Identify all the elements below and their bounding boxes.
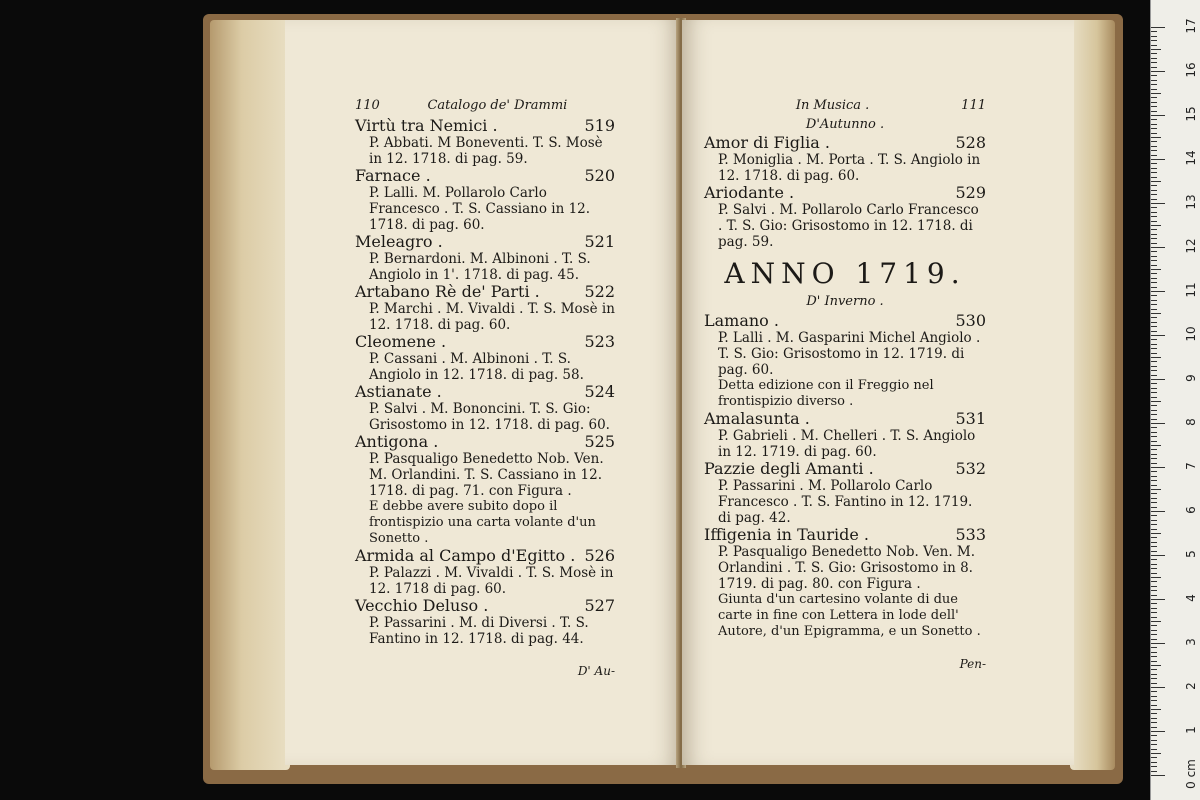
ruler-tick [1151, 203, 1165, 204]
ruler-tick [1151, 97, 1157, 98]
ruler-tick [1151, 630, 1157, 631]
entry-number: 524 [584, 381, 615, 401]
ruler-tick [1151, 133, 1157, 134]
entry-title: Astianate . [355, 381, 442, 401]
ruler-tick [1151, 542, 1157, 543]
ruler-tick [1151, 757, 1157, 758]
entry-details: P. Palazzi . M. Vivaldi . T. S. Mosè in 12. 1718 di pag. 60. [369, 564, 614, 597]
entry-title-line [355, 283, 615, 301]
ruler-tick [1151, 111, 1157, 112]
ruler-tick [1151, 467, 1165, 468]
ruler-tick [1151, 441, 1157, 442]
entry-title-line [355, 597, 615, 615]
ruler-tick [1151, 405, 1157, 406]
year-heading: ANNO 1719. [724, 257, 966, 291]
ruler-tick [1151, 436, 1157, 437]
ruler-tick [1151, 115, 1165, 116]
ruler-tick [1151, 383, 1157, 384]
catalog-entry [355, 547, 615, 597]
ruler-label: 9 [1184, 374, 1198, 382]
entry-number: 521 [584, 231, 615, 251]
ruler-tick [1151, 480, 1157, 481]
ruler-label: 7 [1184, 462, 1198, 470]
entry-details: P. Bernardoni. M. Albinoni . T. S. Angiolo in 1'. 1718. di pag. 45. [369, 250, 591, 283]
ruler-tick [1151, 423, 1165, 424]
measurement-ruler [1150, 0, 1200, 800]
ruler-tick [1151, 141, 1157, 142]
ruler-tick [1151, 577, 1161, 578]
ruler-tick [1151, 507, 1157, 508]
entry-title-line [704, 312, 986, 330]
entry-title: Amor di Figlia . [704, 133, 830, 153]
ruler-tick [1151, 207, 1157, 208]
ruler-tick [1151, 775, 1165, 776]
ruler-tick [1151, 727, 1157, 728]
ruler-label: 6 [1184, 506, 1198, 514]
ruler-tick [1151, 146, 1157, 147]
entry-title-line [704, 460, 986, 478]
catalog-entry [355, 333, 615, 383]
ruler-tick [1151, 216, 1157, 217]
entry-title: Vecchio Deluso . [355, 595, 489, 615]
ruler-tick [1151, 102, 1157, 103]
ruler-label: 15 [1184, 106, 1198, 122]
ruler-tick [1151, 691, 1157, 692]
ruler-tick [1151, 414, 1157, 415]
ruler-tick [1151, 652, 1157, 653]
ruler-tick [1151, 300, 1157, 301]
ruler-tick [1151, 287, 1157, 288]
ruler-tick [1151, 713, 1157, 714]
season-heading: D'Autunno . [805, 116, 885, 132]
entry-details: P. Pasqualigo Benedetto Nob. Ven. M. Orlandini. T. S. Cassiano in 12. 1718. di pag. 71. con Figura . [369, 450, 604, 499]
entry-title-line [355, 117, 615, 135]
ruler-tick [1151, 612, 1157, 613]
ruler-tick [1151, 185, 1157, 186]
ruler-tick [1151, 93, 1161, 94]
ruler-tick [1151, 722, 1157, 723]
ruler-tick [1151, 106, 1157, 107]
entry-number: 526 [584, 545, 615, 565]
ruler-tick [1151, 251, 1157, 252]
ruler-tick [1151, 229, 1157, 230]
entry-title-line [704, 134, 986, 152]
entry-title-line [355, 233, 615, 251]
ruler-tick [1151, 573, 1157, 574]
ruler-tick [1151, 291, 1165, 292]
ruler-tick [1151, 375, 1157, 376]
ruler-tick [1151, 75, 1157, 76]
ruler-tick [1151, 89, 1157, 90]
entry-details: P. Pasqualigo Benedetto Nob. Ven. M. Orlandini . T. S. Gio: Grisostomo in 8. 1719. di pag. 80. con Figura . [718, 543, 976, 592]
catalog-entry [355, 433, 615, 547]
entry-title: Amalasunta . [704, 408, 810, 428]
ruler-tick [1151, 49, 1161, 50]
ruler-tick [1151, 159, 1165, 160]
ruler-tick [1151, 67, 1157, 68]
ruler-tick [1151, 621, 1161, 622]
ruler-tick [1151, 427, 1157, 428]
ruler-tick [1151, 273, 1157, 274]
catalog-entry [355, 383, 615, 433]
ruler-tick [1151, 564, 1157, 565]
left-page [285, 20, 680, 765]
entry-number: 523 [584, 331, 615, 351]
ruler-tick [1151, 700, 1157, 701]
entry-details: P. Cassani . M. Albinoni . T. S. Angiolo in 12. 1718. di pag. 58. [369, 350, 584, 383]
ruler-tick [1151, 515, 1157, 516]
ruler-tick [1151, 357, 1161, 358]
ruler-label: 13 [1184, 194, 1198, 210]
ruler-tick [1151, 260, 1157, 261]
entry-title: Ariodante . [704, 183, 795, 203]
entry-details: P. Salvi . M. Bononcini. T. S. Gio: Grisostomo in 12. 1718. di pag. 60. [369, 400, 610, 433]
entry-number: 520 [584, 165, 615, 185]
entry-note: E debbe avere subito dopo il frontispizio una carta volante d'un Sonetto . [369, 498, 596, 546]
entry-title-line [355, 433, 615, 451]
ruler-tick [1151, 674, 1157, 675]
ruler-tick [1151, 313, 1161, 314]
ruler-tick [1151, 282, 1157, 283]
ruler-tick [1151, 669, 1157, 670]
catalog-entry [355, 597, 615, 647]
ruler-tick [1151, 740, 1157, 741]
ruler-tick [1151, 344, 1157, 345]
ruler-label: 10 [1184, 326, 1198, 342]
ruler-tick [1151, 529, 1157, 530]
entry-details: P. Salvi . M. Pollarolo Carlo Francesco . T. S. Gio: Grisostomo in 12. 1718. di pag. 59. [718, 202, 979, 251]
ruler-label: 2 [1184, 682, 1198, 690]
ruler-tick [1151, 744, 1157, 745]
ruler-tick [1151, 696, 1157, 697]
ruler-tick [1151, 366, 1157, 367]
ruler-tick [1151, 625, 1157, 626]
ruler-tick [1151, 639, 1157, 640]
ruler-tick [1151, 471, 1157, 472]
ruler-tick [1151, 71, 1165, 72]
ruler-tick [1151, 348, 1157, 349]
ruler-tick [1151, 498, 1157, 499]
entry-title-line [704, 410, 986, 428]
ruler-tick [1151, 476, 1157, 477]
ruler-label: 12 [1184, 238, 1198, 254]
entry-number: 528 [955, 133, 986, 153]
catalog-entry [704, 134, 986, 184]
catalog-entry [355, 167, 615, 233]
entry-note: Giunta d'un cartesino volante di due carte in fine con Lettera in lode dell' Autore, d'un Epigramma, e un Sonetto . [718, 591, 981, 639]
ruler-tick [1151, 295, 1157, 296]
ruler-tick [1151, 163, 1157, 164]
ruler-tick [1151, 419, 1157, 420]
ruler-tick [1151, 665, 1161, 666]
running-head-left [355, 98, 615, 115]
ruler-tick [1151, 731, 1165, 732]
catalog-entry [704, 312, 986, 410]
ruler-tick [1151, 511, 1165, 512]
entry-title: Meleagro . [355, 231, 443, 251]
ruler-tick [1151, 687, 1165, 688]
ruler-tick [1151, 361, 1157, 362]
catalog-entry [355, 233, 615, 283]
ruler-tick [1151, 322, 1157, 323]
ruler-tick [1151, 247, 1165, 248]
ruler-tick [1151, 524, 1157, 525]
ruler-tick [1151, 379, 1165, 380]
entry-title: Antigona . [355, 431, 439, 451]
ruler-tick [1151, 137, 1161, 138]
ruler-tick [1151, 45, 1157, 46]
entry-title: Armida al Campo d'Egitto . [355, 545, 576, 565]
ruler-tick [1151, 225, 1161, 226]
ruler-tick [1151, 36, 1157, 37]
ruler-tick [1151, 181, 1161, 182]
ruler-tick [1151, 683, 1157, 684]
ruler-tick [1151, 608, 1157, 609]
ruler-tick [1151, 401, 1161, 402]
entry-number: 525 [584, 431, 615, 451]
entry-number: 529 [955, 183, 986, 203]
catalog-entry [355, 117, 615, 167]
ruler-tick [1151, 331, 1157, 332]
ruler-tick [1151, 603, 1157, 604]
page-number: 111 [961, 98, 986, 113]
ruler-tick [1151, 62, 1157, 63]
ruler-tick [1151, 485, 1157, 486]
ruler-tick [1151, 177, 1157, 178]
ruler-tick [1151, 595, 1157, 596]
page-edges-right [1070, 20, 1115, 770]
ruler-tick [1151, 335, 1165, 336]
ruler-tick [1151, 256, 1157, 257]
ruler-tick [1151, 190, 1157, 191]
ruler-label: 16 [1184, 62, 1198, 78]
entry-number: 530 [955, 310, 986, 330]
entry-details: P. Abbati. M Boneventi. T. S. Mosè in 12. 1718. di pag. 59. [369, 134, 603, 167]
entry-number: 519 [584, 115, 615, 135]
ruler-tick [1151, 647, 1157, 648]
entry-title: Lamano . [704, 310, 779, 330]
entry-title-line [704, 184, 986, 202]
catalog-entry [704, 410, 986, 460]
entry-number: 527 [584, 595, 615, 615]
ruler-tick [1151, 502, 1157, 503]
ruler-tick [1151, 265, 1157, 266]
ruler-tick [1151, 119, 1157, 120]
ruler-tick [1151, 388, 1157, 389]
entry-title-line [355, 167, 615, 185]
ruler-tick [1151, 559, 1157, 560]
ruler-tick [1151, 309, 1157, 310]
ruler-tick [1151, 194, 1157, 195]
entry-number: 522 [584, 281, 615, 301]
ruler-tick [1151, 410, 1157, 411]
ruler-tick [1151, 128, 1157, 129]
ruler-tick [1151, 586, 1157, 587]
catalog-entry [704, 460, 986, 526]
entry-details: P. Moniglia . M. Porta . T. S. Angiolo in 12. 1718. di pag. 60. [718, 152, 981, 185]
catchword: D' Au- [577, 663, 615, 678]
ruler-label: 4 [1184, 594, 1198, 602]
ruler-label: 5 [1184, 550, 1198, 558]
ruler-tick [1151, 84, 1157, 85]
ruler-tick [1151, 678, 1157, 679]
left-page-text [355, 98, 615, 679]
ruler-tick [1151, 766, 1157, 767]
ruler-tick [1151, 617, 1157, 618]
ruler-tick [1151, 489, 1161, 490]
ruler-label: 11 [1184, 282, 1198, 298]
entry-title: Pazzie degli Amanti . [704, 458, 874, 478]
ruler-tick [1151, 155, 1157, 156]
ruler-tick [1151, 278, 1157, 279]
ruler-label: 8 [1184, 418, 1198, 426]
ruler-tick [1151, 537, 1157, 538]
entry-title: Virtù tra Nemici . [355, 115, 498, 135]
catalog-entry [355, 283, 615, 333]
ruler-tick [1151, 353, 1157, 354]
ruler-tick [1151, 339, 1157, 340]
ruler-tick [1151, 27, 1165, 28]
ruler-tick [1151, 234, 1157, 235]
page-number: 110 [355, 98, 380, 113]
ruler-tick [1151, 634, 1157, 635]
ruler-tick [1151, 432, 1157, 433]
catalog-entry [704, 184, 986, 250]
ruler-tick [1151, 590, 1157, 591]
ruler-tick [1151, 581, 1157, 582]
ruler-tick [1151, 317, 1157, 318]
ruler-tick [1151, 243, 1157, 244]
entry-number: 533 [955, 524, 986, 544]
season-heading: D' Inverno . [806, 294, 884, 310]
ruler-tick [1151, 753, 1161, 754]
entry-number: 532 [955, 458, 986, 478]
ruler-tick [1151, 735, 1157, 736]
ruler-tick [1151, 58, 1157, 59]
ruler-label: 14 [1184, 150, 1198, 166]
ruler-tick [1151, 546, 1157, 547]
ruler-tick [1151, 449, 1157, 450]
catchword: Pen- [959, 656, 986, 671]
ruler-label: 0 cm [1184, 759, 1198, 789]
ruler-tick [1151, 40, 1157, 41]
ruler-tick [1151, 269, 1161, 270]
entry-number: 531 [955, 408, 986, 428]
ruler-tick [1151, 124, 1157, 125]
catalog-entry [704, 526, 986, 640]
entry-details: P. Lalli. M. Pollarolo Carlo Francesco . T. S. Cassiano in 12. 1718. di pag. 60. [369, 184, 591, 233]
ruler-tick [1151, 80, 1157, 81]
entry-title-line [704, 526, 986, 544]
entry-title: Cleomene . [355, 331, 447, 351]
running-head-title: In Musica . [795, 98, 870, 113]
ruler-tick [1151, 749, 1157, 750]
ruler-tick [1151, 392, 1157, 393]
ruler-tick [1151, 53, 1157, 54]
ruler-tick [1151, 31, 1157, 32]
running-head-right [704, 98, 986, 115]
page-edges-left [210, 20, 290, 770]
ruler-tick [1151, 445, 1161, 446]
entry-details: P. Marchi . M. Vivaldi . T. S. Mosè in 12. 1718. di pag. 60. [369, 300, 615, 333]
ruler-tick [1151, 458, 1157, 459]
ruler-tick [1151, 212, 1157, 213]
entry-title: Artabano Rè de' Parti . [355, 281, 540, 301]
entry-title-line [355, 333, 615, 351]
entry-title-line [355, 547, 615, 565]
entry-details: P. Gabrieli . M. Chelleri . T. S. Angiolo in 12. 1719. di pag. 60. [718, 427, 976, 460]
ruler-tick [1151, 656, 1157, 657]
entry-title: Iffigenia in Tauride . [704, 524, 869, 544]
ruler-tick [1151, 326, 1157, 327]
ruler-tick [1151, 493, 1157, 494]
entry-details: P. Passarini . M. Pollarolo Carlo Francesco . T. S. Fantino in 12. 1719. di pag. 42. [718, 477, 973, 526]
ruler-tick [1151, 463, 1157, 464]
ruler-tick [1151, 454, 1157, 455]
ruler-tick [1151, 370, 1157, 371]
ruler-tick [1151, 520, 1157, 521]
ruler-tick [1151, 643, 1165, 644]
ruler-tick [1151, 533, 1161, 534]
right-page [682, 20, 1074, 765]
ruler-label: 3 [1184, 638, 1198, 646]
ruler-tick [1151, 762, 1157, 763]
ruler-tick [1151, 718, 1157, 719]
entry-title-line [355, 383, 615, 401]
entry-details: P. Lalli . M. Gasparini Michel Angiolo . T. S. Gio: Grisostomo in 12. 1719. di pag. 60. [718, 329, 981, 378]
running-head-title: Catalogo de' Drammi [427, 98, 568, 113]
ruler-tick [1151, 238, 1157, 239]
ruler-tick [1151, 221, 1157, 222]
entry-note: Detta edizione con il Freggio nel frontispizio diverso . [718, 377, 934, 409]
ruler-label: 1 [1184, 726, 1198, 734]
ruler-tick [1151, 661, 1157, 662]
entry-title: Farnace . [355, 165, 431, 185]
ruler-tick [1151, 172, 1157, 173]
ruler-tick [1151, 555, 1165, 556]
ruler-label: 17 [1184, 18, 1198, 34]
ruler-tick [1151, 771, 1157, 772]
ruler-tick [1151, 705, 1157, 706]
ruler-tick [1151, 150, 1157, 151]
ruler-tick [1151, 599, 1165, 600]
ruler-tick [1151, 709, 1161, 710]
ruler-tick [1151, 304, 1157, 305]
ruler-tick [1151, 199, 1157, 200]
ruler-tick [1151, 168, 1157, 169]
right-page-text [704, 98, 986, 672]
ruler-tick [1151, 551, 1157, 552]
ruler-tick [1151, 397, 1157, 398]
entry-details: P. Passarini . M. di Diversi . T. S. Fantino in 12. 1718. di pag. 44. [369, 614, 589, 647]
ruler-tick [1151, 568, 1157, 569]
